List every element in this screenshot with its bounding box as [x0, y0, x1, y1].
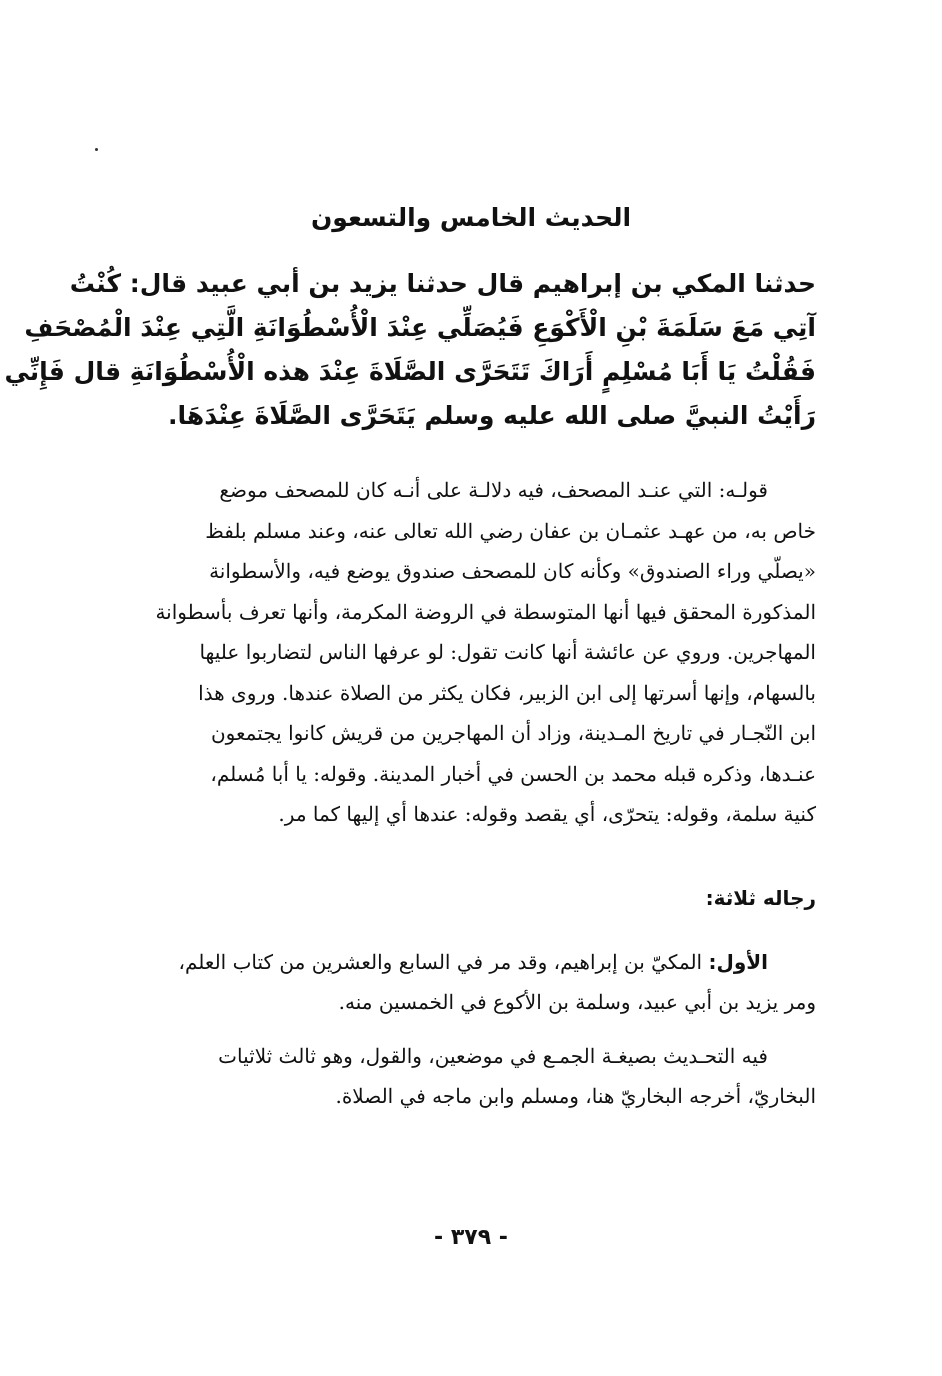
notes-line: البخاريّ، أخرجه البخاريّ هنا، ومسلم وابن ماجه في الصلاة.	[335, 1084, 816, 1108]
hadith-line: آتِي مَعَ سَلَمَةَ بْنِ الْأَكْوَعِ فَيُصَلِّي عِنْدَ الْأُسْطُوَانَةِ الَّتِي عِنْدَ الْمُصْحَفِ	[24, 313, 816, 342]
commentary-line: عنـدها، وذكره قبله محمد بن الحسن في أخبار المدينة. وقوله: يا أبا مُسلم،	[210, 761, 816, 786]
commentary-paragraph	[136, 470, 816, 835]
commentary-line: المذكورة المحقق فيها أنها المتوسطة في الروضة المكرمة، وأنها تعرف بأسطوانة	[155, 599, 816, 624]
hadith-line: حدثنا المكي بن إبراهيم قال حدثنا يزيد بن أبي عبيد قال: كُنْتُ	[69, 269, 816, 298]
commentary-line: ابن النّجـار في تاريخ المـدينة، وزاد أن المهاجرين من قريش كانوا يجتمعون	[210, 721, 816, 745]
hadith-title: الحديث الخامس والتسعون	[310, 203, 632, 232]
commentary-line: «يصلّي وراء الصندوق» وكأنه كان للمصحف صندوق يوضع فيه، والأسطوانة	[209, 559, 816, 583]
commentary-line: بالسهام، وإنها أسرتها إلى ابن الزبير، فكان يكثر من الصلاة عندها. وروى هذا	[198, 680, 816, 705]
scan-speck	[95, 148, 98, 151]
narrators-paragraph	[136, 942, 816, 1022]
commentary-line: كنية سلمة، وقوله: يتحرّى، أي يقصد وقوله: عندها أي إليها كما مر.	[278, 802, 816, 826]
hadith-line: فَقُلْتُ يَا أَبَا مُسْلِمٍ أَرَاكَ تَتَحَرَّى الصَّلَاةَ عِنْدَ هذه الْأُسْطُوَانَةِ قال فَإِنِّي	[4, 357, 816, 386]
commentary-line: قولـه: التي عنـد المصحف، فيه دلالـة على أنـه كان للمصحف موضع	[219, 478, 768, 502]
commentary-line: المهاجرين. وروي عن عائشة أنها كانت تقول: لو عرفها الناس لتضاربوا عليها	[199, 640, 816, 664]
commentary-line: خاص به، من عهـد عثمـان بن عفان رضي الله تعالى عنه، وعند مسلم بلفظ	[205, 518, 816, 543]
notes-paragraph	[136, 1036, 816, 1116]
hadith-line: رَأَيْتُ النبيَّ صلى الله عليه وسلم يَتَحَرَّى الصَّلَاةَ عِنْدَهَا.	[167, 401, 816, 430]
notes-line: فيه التحـديث بصيغـة الجمـع في موضعين، والقول، وهو ثالث ثلاثيات	[218, 1044, 768, 1068]
narrators-line	[136, 942, 816, 982]
hadith-text	[4, 262, 816, 438]
first-narrator-label: الأول:	[708, 950, 768, 974]
narrators-line: ومر يزيد بن أبي عبيد، وسلمة بن الأكوع في الخمسين منه.	[338, 990, 816, 1014]
page-number: - ٣٧٩ -	[434, 1225, 508, 1250]
narrators-heading: رجاله ثلاثة:	[705, 886, 816, 910]
first-narrator-text: المكيّ بن إبراهيم، وقد مر في السابع والعشرين من كتاب العلم،	[178, 950, 703, 974]
